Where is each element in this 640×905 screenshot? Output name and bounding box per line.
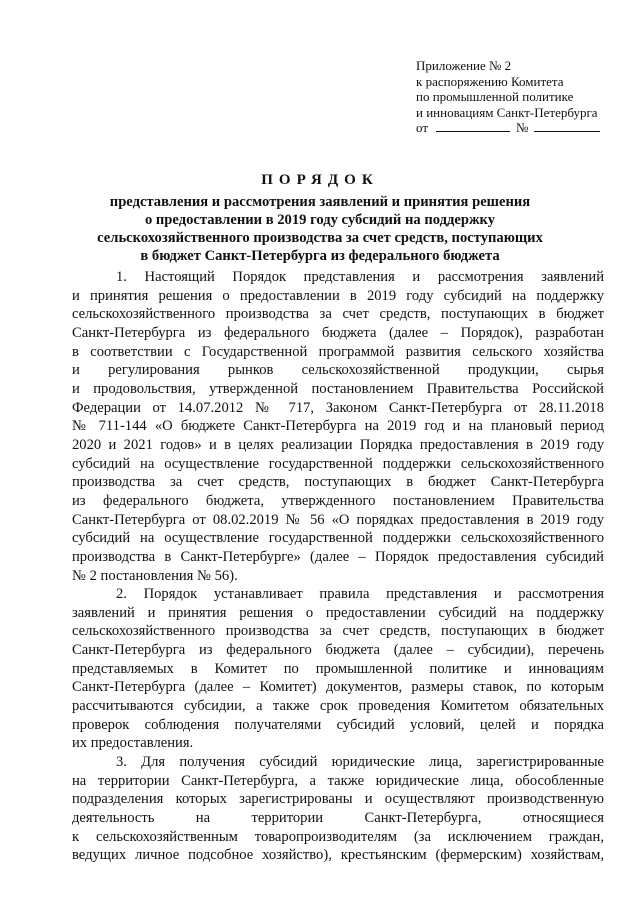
- paragraph-line: 2020 и 2021 годов» и в целях реализации Порядка предоставления в 2019 году: [72, 436, 604, 453]
- paragraph-line: рассчитываются субсидии, а также срок проведения Комитетом обязательных: [72, 698, 604, 715]
- paragraph-line: к сельскохозяйственным товаропроизводителям (за исключением граждан,: [72, 828, 604, 845]
- paragraph-line: субсидий на осуществление государственной поддержки сельскохозяйственного: [72, 530, 604, 547]
- paragraph-line: сельскохозяйственного производства за счет средств, поступающих в бюджет: [72, 623, 604, 640]
- subtitle-line: представления и рассмотрения заявлений и принятия решения: [109, 194, 531, 210]
- number-blank: [534, 120, 600, 132]
- paragraph-line: и продовольствия, утвержденной постановлением Правительства Российской: [72, 380, 604, 397]
- paragraph-line: Федерации от 14.07.2012 № 717, Законом Санкт-Петербурга от 28.11.2018: [72, 399, 604, 416]
- subtitle-line: сельскохозяйственного производства за счет средств, поступающих: [97, 230, 543, 246]
- appendix-date-line: [416, 120, 616, 136]
- appendix-line: и инновациям Санкт-Петербурга: [416, 104, 598, 120]
- paragraph-line: и принятия решения о предоставлении в 2019 году субсидий на поддержку: [72, 287, 604, 304]
- paragraph-line: Санкт-Петербурга из федерального бюджета (далее – Порядок), разработан: [72, 324, 604, 341]
- paragraph-line: производства в Санкт-Петербурге» (далее – Порядок предоставления субсидий: [72, 548, 604, 565]
- appendix-line: Приложение № 2: [416, 58, 512, 73]
- date-blank: [436, 120, 510, 132]
- paragraph-line: заявлений и принятия решения о предоставлении субсидий на поддержку: [72, 604, 604, 621]
- paragraph-line: в соответствии с Государственной программой развития сельского хозяйства: [72, 343, 604, 360]
- paragraph-3: [72, 753, 604, 865]
- subtitle-line: в бюджет Санкт-Петербурга из федерального бюджета: [140, 248, 500, 264]
- appendix-header: [416, 58, 616, 136]
- paragraph-line: субсидий на осуществление государственной поддержки сельскохозяйственного: [72, 455, 604, 472]
- paragraph-line: проверок соблюдения получателями субсидий условий, целей и порядка: [72, 716, 604, 733]
- paragraph-line: Санкт-Петербурга (далее – Комитет) документов, размеры ставок, по которым: [72, 679, 604, 696]
- document-title: ПОРЯДОК: [261, 172, 379, 188]
- paragraph-line: 3. Для получения субсидий юридические лица, зарегистрированные: [116, 754, 604, 771]
- paragraph-line: Санкт-Петербурга из федерального бюджета (далее – субсидии), перечень: [72, 642, 604, 659]
- document-subtitle: [60, 193, 580, 265]
- document-body: [72, 268, 604, 865]
- paragraph-line: подразделения которых зарегистрированы и осуществляют производственную: [72, 791, 604, 808]
- paragraph-1: [72, 268, 604, 585]
- paragraph-line: представляемых в Комитет по промышленной политике и инновациям: [72, 660, 604, 677]
- paragraph-2: [72, 585, 604, 753]
- paragraph-line: и регулирования рынков сельскохозяйственной продукции, сырья: [72, 362, 604, 379]
- paragraph-line: сельскохозяйственного производства за счет средств, поступающих в бюджет: [72, 306, 604, 323]
- subtitle-line: о предоставлении в 2019 году субсидий на поддержку: [144, 212, 496, 228]
- paragraph-line: их предоставления.: [72, 735, 194, 752]
- paragraph-line: из федерального бюджета, утвержденного постановлением Правительства: [72, 492, 604, 509]
- paragraph-line: деятельность на территории Санкт-Петербурга, относящиеся: [72, 810, 604, 827]
- paragraph-line: производства за счет средств, поступающих в бюджет Санкт-Петербурга: [72, 474, 604, 491]
- paragraph-line: ведущих личное подсобное хозяйство), крестьянским (фермерским) хозяйствам,: [72, 847, 604, 864]
- paragraph-line: 2. Порядок устанавливает правила представления и рассмотрения: [116, 586, 604, 603]
- paragraph-line: № 711-144 «О бюджете Санкт-Петербурга на 2019 год и на плановый период: [72, 418, 604, 435]
- paragraph-line: № 2 постановления № 56).: [72, 567, 238, 584]
- paragraph-line: Санкт-Петербурга от 08.02.2019 № 56 «О порядках предоставления в 2019 году: [72, 511, 604, 528]
- number-prefix: №: [516, 120, 529, 136]
- appendix-line: к распоряжению Комитета: [416, 73, 564, 89]
- paragraph-line: на территории Санкт-Петербурга, а также юридические лица, обособленные: [72, 772, 604, 789]
- appendix-line: по промышленной политике: [416, 89, 574, 105]
- date-prefix: от: [416, 120, 429, 136]
- paragraph-line: 1. Настоящий Порядок представления и рассмотрения заявлений: [116, 269, 604, 285]
